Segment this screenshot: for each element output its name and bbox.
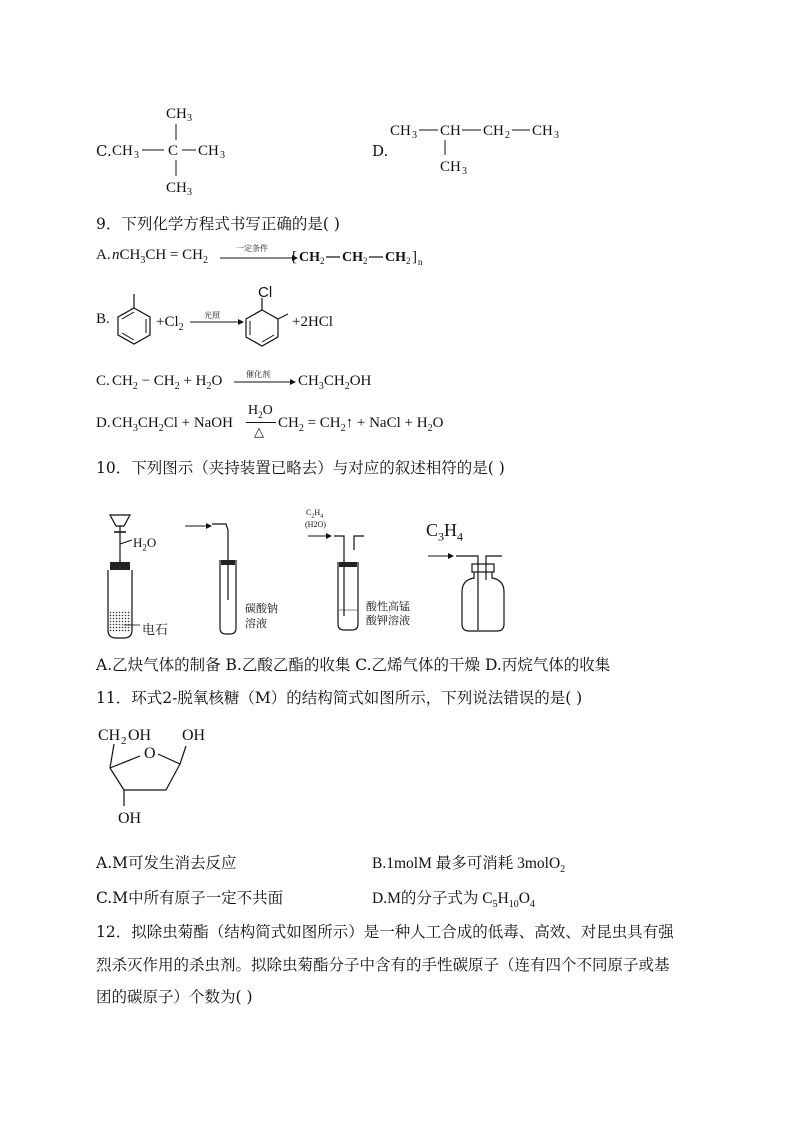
question-9-stem: 9．下列化学方程式书写正确的是( ) — [96, 215, 340, 233]
svg-text:2: 2 — [406, 256, 411, 266]
svg-text:CH: CH — [299, 250, 320, 265]
figure-b-ester-collection — [185, 523, 236, 634]
svg-text:n: n — [418, 257, 423, 267]
svg-text:2: 2 — [505, 130, 510, 141]
polypropylene-product — [290, 244, 430, 268]
svg-text:2: 2 — [363, 256, 368, 266]
reactant: $CH_2 - CH_2 + H_2O$ — [112, 373, 223, 392]
svg-text:3: 3 — [412, 130, 417, 141]
svg-text:2: 2 — [121, 735, 127, 747]
svg-text:O: O — [144, 745, 156, 762]
svg-text:CH: CH — [532, 123, 553, 139]
figure-b-solution-label-1: 碳酸钠 — [245, 602, 278, 615]
figure-a-solid-label: 电石 — [142, 623, 169, 638]
svg-text:CH: CH — [385, 250, 406, 265]
question-10-stem: 10．下列图示（夹持装置已略去）与对应的叙述相符的是( ) — [96, 459, 505, 477]
chlorine-label: Cl — [258, 284, 273, 301]
option-label: D. — [372, 142, 389, 160]
svg-text:3: 3 — [187, 187, 192, 198]
product: +2HCl — [292, 314, 333, 330]
figure-a-water-label: $H_2O$ — [133, 535, 157, 553]
condition-bottom: △ — [254, 424, 264, 439]
question-11-option-d: D.M的分子式为 $C_5H_{10}O_4$ — [372, 890, 535, 911]
condition-bar — [246, 422, 276, 423]
figure-a-acetylene-setup — [108, 515, 140, 638]
neopentane-structure — [110, 100, 250, 200]
svg-text:CH: CH — [440, 159, 461, 175]
reactant: $nCH_3CH = CH_2$ — [112, 247, 208, 266]
question-12-line-1: 12．拟除虫菊酯（结构简式如图所示）是一种人工合成的低毒、高效、对昆虫具有强 — [96, 923, 674, 941]
deoxyribose-structure — [96, 722, 236, 832]
svg-text:[: [ — [292, 249, 297, 265]
figure-c-water-label: (H2O) — [305, 520, 326, 529]
svg-text:3: 3 — [134, 150, 139, 161]
toluene-structure — [112, 290, 162, 352]
svg-text:CH: CH — [198, 143, 219, 159]
option-label: C. — [96, 142, 112, 160]
question-11-option-c: C.M中所有原子一定不共面 — [96, 889, 284, 907]
svg-text:3: 3 — [554, 130, 559, 141]
question-11-option-b: B.1molM 最多可消耗 3molO$_2$ — [372, 855, 566, 876]
svg-text:]: ] — [412, 249, 417, 265]
question-12-line-2: 烈杀灭作用的杀虫剂。拟除虫菊酯分子中含有的手性碳原子（连有四个不同原子或基 — [96, 956, 670, 974]
svg-text:C: C — [168, 143, 179, 159]
reaction-condition: 一定条件 — [236, 244, 268, 253]
svg-text:3: 3 — [220, 150, 225, 161]
2-methylbutane-structure — [388, 115, 578, 177]
struct-top: CH — [166, 106, 187, 122]
question-12-line-3: 团的碳原子）个数为( ) — [96, 988, 253, 1006]
figure-c-ethylene-drying — [308, 533, 364, 630]
svg-text:CH: CH — [390, 123, 411, 139]
svg-text:CH: CH — [483, 123, 504, 139]
svg-text:CH: CH — [166, 180, 187, 196]
reaction-condition: 光照 — [204, 311, 220, 320]
figure-d-gas-label: $C_3H_4$ — [426, 520, 464, 544]
svg-text:2: 2 — [320, 256, 325, 266]
reactant: $CH_3CH_2Cl$ + NaOH — [112, 415, 233, 434]
svg-text:OH: OH — [128, 727, 152, 744]
figure-c-solution-label-1: 酸性高锰 — [366, 600, 410, 613]
svg-text:3: 3 — [187, 113, 192, 124]
svg-text:OH: OH — [182, 727, 206, 744]
question-11-option-a: A.M可发生消去反应 — [96, 854, 237, 872]
product: $CH_2$ = $CH_2↑$ + NaCl + $H_2O$ — [278, 415, 444, 434]
svg-text:CH: CH — [440, 123, 461, 139]
reagent: $+Cl_2$ — [156, 314, 184, 333]
question-11-stem: 11．环式2-脱氧核糖（M）的结构简式如图所示，下列说法错误的是( ) — [96, 689, 583, 707]
figure-d-gas-collection-bottle — [428, 553, 504, 631]
svg-text:OH: OH — [118, 810, 142, 827]
figure-c-gas-label: $C_2H_4$ — [306, 508, 324, 520]
figure-c-solution-label-2: 酸钾溶液 — [366, 614, 410, 627]
svg-text:3: 3 — [462, 166, 467, 177]
product: $CH_3CH_2OH$ — [298, 373, 372, 392]
svg-text:CH: CH — [98, 727, 121, 744]
svg-text:CH: CH — [112, 143, 133, 159]
svg-text:CH: CH — [342, 250, 363, 265]
question-10-options: A.乙炔气体的制备 B.乙酸乙酯的收集 C.乙烯气体的干燥 D.丙烷气体的收集 — [96, 656, 611, 674]
condition-top: $H_2O$ — [248, 403, 273, 420]
reaction-condition: 催化剂 — [246, 370, 270, 379]
figure-b-solution-label-2: 溶液 — [245, 617, 267, 630]
